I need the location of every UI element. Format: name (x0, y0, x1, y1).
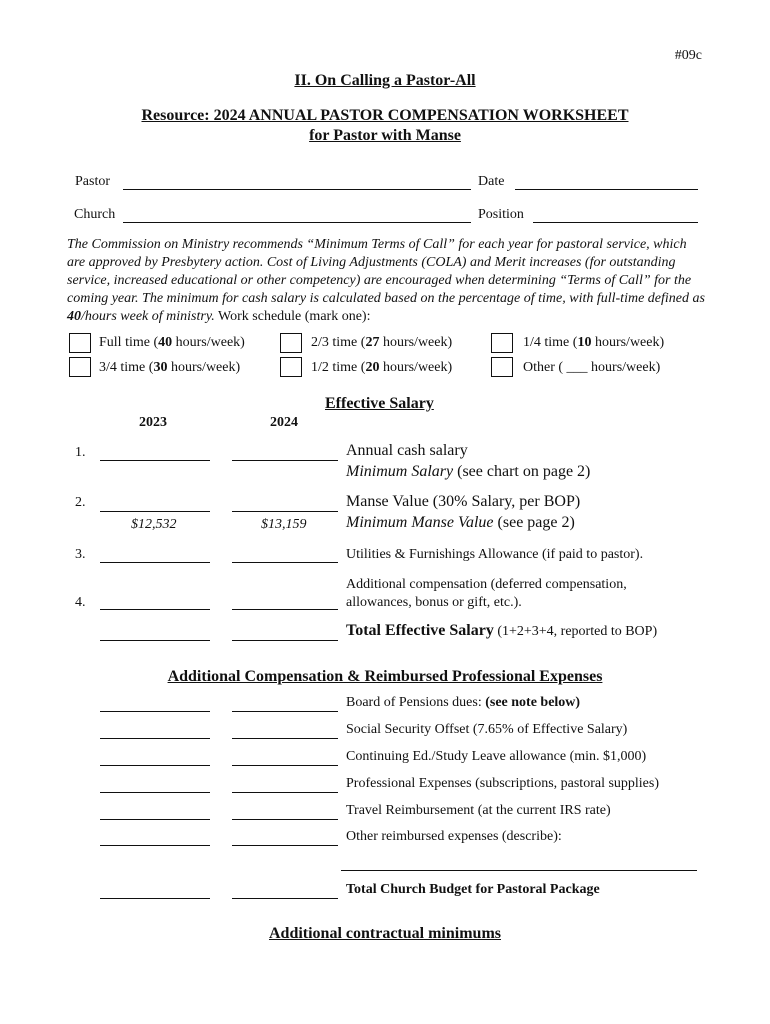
church-field[interactable] (123, 222, 471, 223)
manse-value-2023: $12,532 (131, 517, 177, 532)
date-label: Date (478, 174, 505, 189)
other-expenses-2024-field[interactable] (232, 845, 338, 846)
professional-expenses-2023-field[interactable] (100, 792, 210, 793)
intro-text: The Commission on Ministry recommends “Minimum Terms of Call” for each year for pastoral service, which are approved by Presbytery action. Cost of Living Adjustments (COLA) and Merit increases (for outstanding service, increased educational or other competency) are encouraged when determining “Terms of Call” for the coming year. The minimum for cash salary is calculated based on the percentage of time, with full-time defined as (67, 237, 705, 306)
intro-text-end: /hours week of ministry. (81, 309, 215, 324)
position-field[interactable] (533, 222, 698, 223)
continuing-ed-2024-field[interactable] (232, 765, 338, 766)
total-effective-2023-field[interactable] (100, 640, 210, 641)
ss-offset-2023-field[interactable] (100, 738, 210, 739)
ss-offset-label: Social Security Offset (7.65% of Effective Salary) (346, 722, 628, 737)
quarter-time-checkbox[interactable] (491, 333, 513, 353)
item-1-label: Annual cash salary (346, 442, 468, 459)
item-3-2024-field[interactable] (232, 562, 338, 563)
three-quarter-label: 3/4 time (30 hours/week) (99, 360, 241, 375)
additional-compensation-heading: Additional Compensation & Reimbursed Professional Expenses (167, 668, 603, 685)
resource-subtitle: for Pastor with Manse (309, 127, 461, 144)
section-title: II. On Calling a Pastor-All (294, 72, 476, 89)
date-field[interactable] (515, 189, 698, 190)
effective-salary-heading: Effective Salary (325, 395, 434, 412)
item-2-2024-field[interactable] (232, 511, 338, 512)
pastor-label: Pastor (75, 174, 110, 189)
bop-dues-2024-field[interactable] (232, 711, 338, 712)
item-2-label: Manse Value (30% Salary, per BOP) (346, 493, 581, 510)
total-effective-2024-field[interactable] (232, 640, 338, 641)
pastor-field[interactable] (123, 189, 471, 190)
item-2-number: 2. (75, 495, 86, 510)
manse-value-2024: $13,159 (261, 517, 307, 532)
item-1-sublabel: Minimum Salary (see chart on page 2) (346, 463, 591, 480)
resource-title: Resource: 2024 ANNUAL PASTOR COMPENSATION WORKSHEET (141, 107, 629, 124)
column-2023-header: 2023 (139, 415, 167, 430)
travel-2024-field[interactable] (232, 819, 338, 820)
item-4-number: 4. (75, 595, 86, 610)
fulltime-label: Full time (40 hours/week) (99, 335, 245, 350)
other-expenses-2023-field[interactable] (100, 845, 210, 846)
item-3-label: Utilities & Furnishings Allowance (if paid to pastor). (346, 547, 644, 562)
other-time-label: Other ( ___ hours/week) (523, 360, 661, 375)
item-4-2023-field[interactable] (100, 609, 210, 610)
bop-dues-2023-field[interactable] (100, 711, 210, 712)
two-thirds-label: 2/3 time (27 hours/week) (311, 335, 453, 350)
item-2-sublabel: Minimum Manse Value (see page 2) (346, 514, 575, 531)
church-label: Church (74, 207, 116, 222)
ss-offset-2024-field[interactable] (232, 738, 338, 739)
intro-paragraph (67, 236, 707, 326)
fulltime-checkbox[interactable] (69, 333, 91, 353)
continuing-ed-label: Continuing Ed./Study Leave allowance (min. $1,000) (346, 749, 647, 764)
item-4-label-line2: allowances, bonus or gift, etc.). (346, 595, 522, 610)
intro-fulltime-hours: 40 (67, 309, 81, 324)
contractual-minimums-heading: Additional contractual minimums (268, 925, 501, 942)
item-1-2024-field[interactable] (232, 460, 338, 461)
travel-label: Travel Reimbursement (at the current IRS rate) (346, 803, 611, 818)
column-2024-header: 2024 (270, 415, 298, 430)
item-4-2024-field[interactable] (232, 609, 338, 610)
item-3-2023-field[interactable] (100, 562, 210, 563)
item-4-label-line1: Additional compensation (deferred compensation, (346, 577, 627, 592)
total-budget-2024-field[interactable] (232, 898, 338, 899)
three-quarter-checkbox[interactable] (69, 357, 91, 377)
bop-dues-label: Board of Pensions dues: (see note below) (346, 695, 581, 710)
total-effective-salary-label: Total Effective Salary (1+2+3+4, reported to BOP) (346, 622, 658, 639)
half-time-checkbox[interactable] (280, 357, 302, 377)
position-label: Position (478, 207, 524, 222)
half-time-label: 1/2 time (20 hours/week) (311, 360, 453, 375)
continuing-ed-2023-field[interactable] (100, 765, 210, 766)
item-1-number: 1. (75, 445, 86, 460)
other-expenses-describe-field[interactable] (341, 870, 697, 871)
item-3-number: 3. (75, 547, 86, 562)
other-time-checkbox[interactable] (491, 357, 513, 377)
quarter-time-label: 1/4 time (10 hours/week) (523, 335, 665, 350)
total-budget-label: Total Church Budget for Pastoral Package (346, 882, 600, 897)
item-2-2023-field[interactable] (100, 511, 210, 512)
travel-2023-field[interactable] (100, 819, 210, 820)
professional-expenses-label: Professional Expenses (subscriptions, pastoral supplies) (346, 776, 660, 791)
two-thirds-checkbox[interactable] (280, 333, 302, 353)
item-1-2023-field[interactable] (100, 460, 210, 461)
document-id: #09c (674, 48, 702, 63)
total-budget-2023-field[interactable] (100, 898, 210, 899)
intro-schedule-label: Work schedule (mark one): (214, 309, 371, 324)
professional-expenses-2024-field[interactable] (232, 792, 338, 793)
other-expenses-label: Other reimbursed expenses (describe): (346, 829, 562, 844)
